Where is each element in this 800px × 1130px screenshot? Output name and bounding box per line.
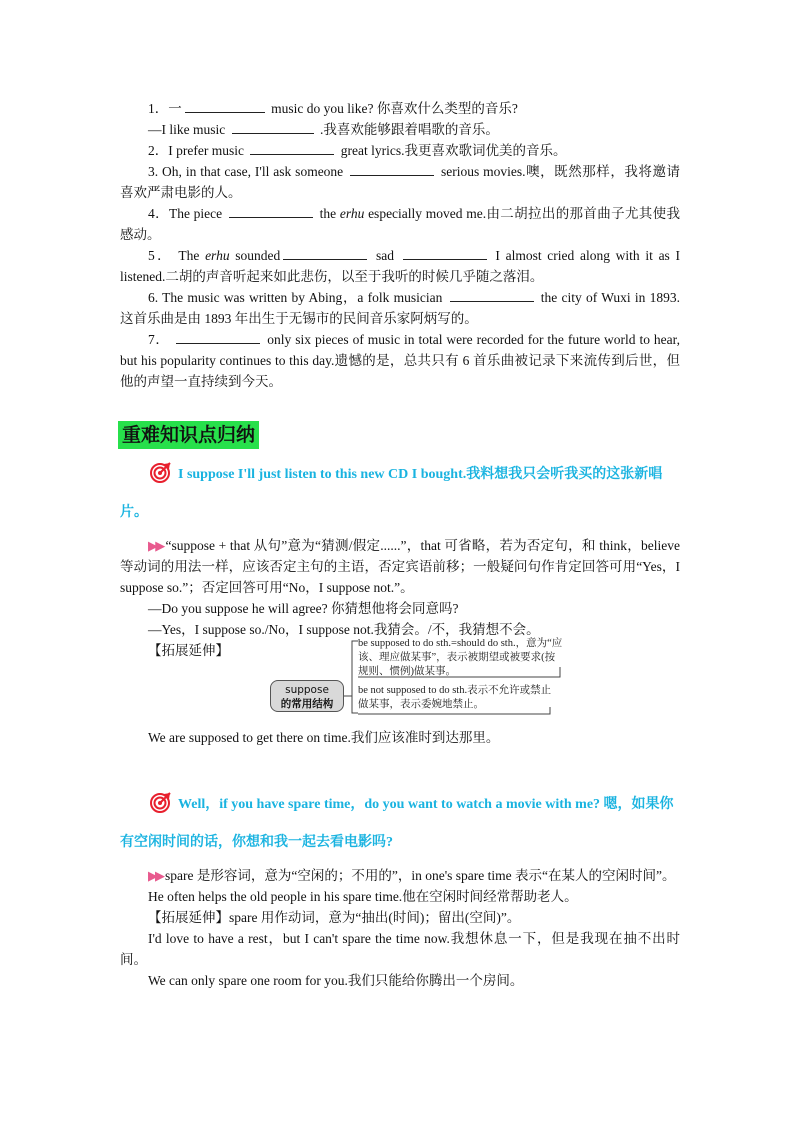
exercise-6: 6. The music was written by Abing，a folk musician the city of Wuxi in 1893. 这首乐曲是由 1893 年出生于无锡市的民间音乐家阿炳写的。 — [120, 290, 680, 326]
answer-blank[interactable] — [232, 121, 314, 134]
key-point-1 — [120, 456, 680, 661]
double-arrow-icon: ▶▶ — [148, 868, 162, 883]
answer-blank[interactable] — [185, 100, 265, 113]
exercise-7: 7． only six pieces of music in total were recorded for the future world to hear, but his popularity continues to this day.遗憾的是，总共只有 6 首乐曲被记录下来流传到后世，但他的声望一直持续到今天。 — [120, 332, 680, 389]
exercise-4: 4．The piece the erhu especially moved me.由二胡拉出的那首曲子尤其使我感动。 — [120, 206, 681, 242]
exercise-1-answer: —I like music .我喜欢能够跟着唱歌的音乐。 — [148, 122, 499, 137]
exercise-5: 5． The erhu sounded sad I almost cried along with it as I listened.二胡的声音听起来如此悲伤，以至于我听的时候几乎随之落泪。 — [120, 248, 681, 284]
key-point-1-example — [120, 727, 680, 748]
diagram-center-node — [270, 680, 344, 712]
exercise-3: 3. Oh, in that case, I'll ask someone serious movies.噢，既然那样，我将邀请喜欢严肃电影的人。 — [120, 164, 680, 200]
extension-label: 【拓展延伸】 — [148, 643, 229, 658]
suppose-structure-diagram — [270, 637, 570, 717]
exercise-1: 1．一 music do you like? 你喜欢什么类型的音乐? — [148, 101, 518, 116]
key-point-2-title: Well，if you have spare time，do you want to watch a movie with me? 嗯，如果你有空闲时间的话，你想和我一起去看电影吗? — [120, 786, 680, 862]
exercise-list — [120, 98, 680, 392]
center-node-line1: suppose — [285, 684, 329, 696]
key-point-2 — [120, 786, 680, 991]
diagram-branch-1: be supposed to do sth.=should do sth.，意为“应该、理应做某事”，表示被期望或被要求(按规则、惯例)做某事。 — [358, 638, 563, 677]
double-arrow-icon: ▶▶ — [148, 538, 163, 553]
key-point-1-title: I suppose I'll just listen to this new CD I bought.我料想我只会听我买的这张新唱片。 — [120, 456, 680, 532]
diagram-branch-2: be not supposed to do sth.表示不允许或禁止做某事，表示委婉地禁止。 — [358, 685, 552, 710]
example-sentence-3: We can only spare one room for you.我们只能给你腾出一个房间。 — [148, 973, 524, 988]
center-node-line2: 的常用结构 — [280, 698, 334, 710]
example-sentence: We are supposed to get there on time.我们应该准时到达那里。 — [148, 730, 500, 745]
answer-blank[interactable] — [229, 205, 313, 218]
target-icon — [150, 461, 172, 483]
key-point-1-explain: ▶▶ “suppose + that 从句”意为“猜测/假定......”，that 可省略，若为否定句，和 think，believe 等动词的用法一样，应该否定主句的主语，否定宾语前移；一般疑问句作肯定回答可用“Yes，I suppose so.”；否定回答可用“No，I suppose not.”。 — [120, 538, 680, 595]
extension-note: 【拓展延伸】spare 用作动词，意为“抽出(时间)；留出(空间)”。 — [148, 910, 521, 925]
answer-blank[interactable] — [176, 331, 260, 344]
target-icon — [150, 791, 172, 813]
exercise-2: 2．I prefer music great lyrics.我更喜欢歌词优美的音乐。 — [148, 143, 567, 158]
example-answer: —Yes，I suppose so./No，I suppose not.我猜会。/不，我猜想不会。 — [148, 622, 540, 637]
example-sentence-1: He often helps the old people in his spare time.他在空闲时间经常帮助老人。 — [148, 889, 578, 904]
answer-blank[interactable] — [250, 142, 334, 155]
key-point-2-explain: ▶▶ spare 是形容词，意为“空闲的；不用的”，in one's spare time 表示“在某人的空闲时间”。 — [148, 868, 676, 883]
answer-blank[interactable] — [350, 163, 434, 176]
answer-blank[interactable] — [450, 289, 534, 302]
answer-blank[interactable] — [403, 247, 487, 260]
section-heading: 重难知识点归纳 — [118, 421, 259, 449]
example-question: —Do you suppose he will agree? 你猜想他将会同意吗? — [148, 601, 459, 616]
example-sentence-2: I'd love to have a rest，but I can't spare the time now.我想休息一下，但是我现在抽不出时间。 — [120, 931, 680, 967]
answer-blank[interactable] — [283, 247, 367, 260]
